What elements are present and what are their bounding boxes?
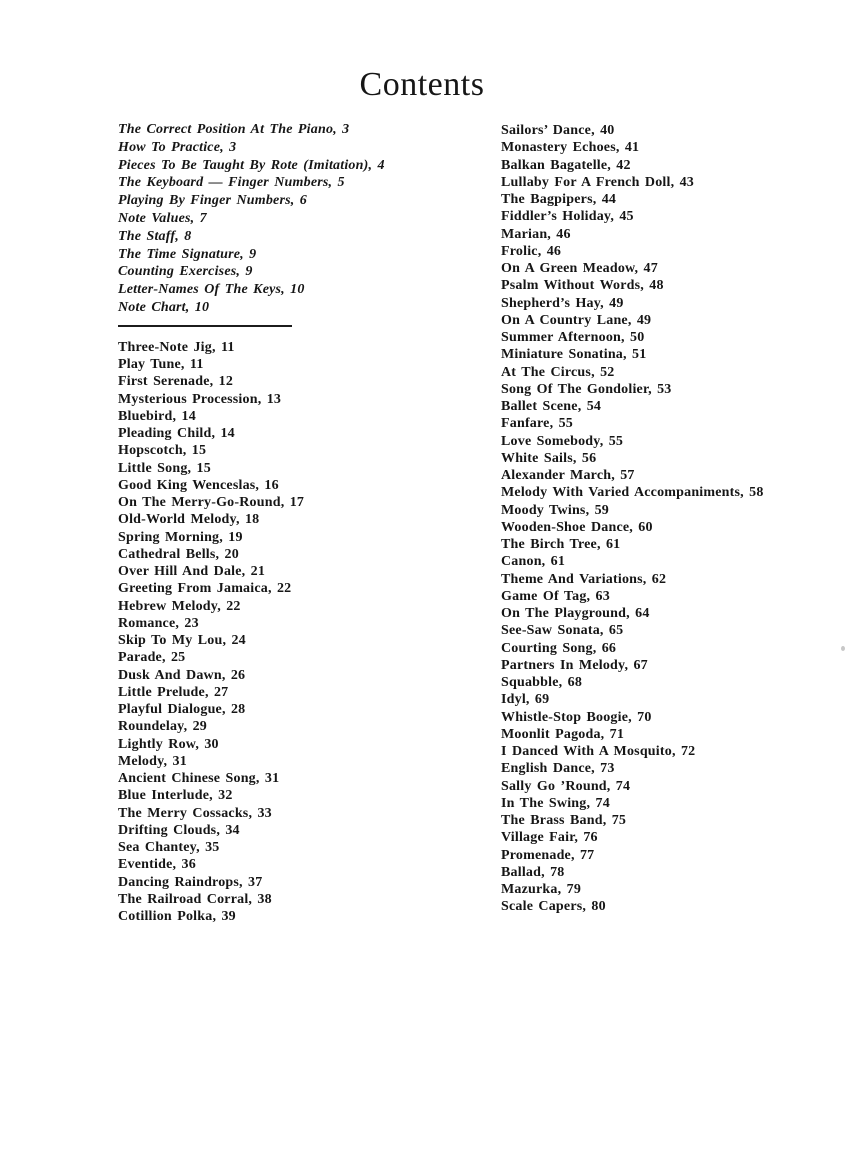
toc-entry: Pleading Child, 14 (118, 426, 235, 442)
toc-entry: Greeting From Jamaica, 22 (118, 581, 292, 597)
toc-entry: Bluebird, 14 (118, 408, 196, 424)
toc-entry: Village Fair, 76 (501, 830, 598, 846)
toc-entry: Spring Morning, 19 (118, 529, 243, 545)
toc-entry: Hopscotch, 15 (118, 443, 207, 459)
toc-entry: Roundelay, 29 (118, 719, 207, 735)
toc-entry: Letter-Names Of The Keys, 10 (118, 282, 305, 298)
toc-entry: Moonlit Pagoda, 71 (501, 726, 625, 742)
toc-entry: Play Tune, 11 (118, 357, 204, 373)
toc-entry: Skip To My Lou, 24 (118, 633, 246, 649)
toc-entry: Cotillion Polka, 39 (118, 909, 236, 925)
toc-entry: The Birch Tree, 61 (501, 537, 621, 552)
toc-entry: Little Prelude, 27 (118, 684, 229, 700)
toc-entry: On A Country Lane, 49 (501, 312, 652, 328)
toc-entry: Blue Interlude, 32 (118, 788, 233, 804)
toc-entry: Miniature Sonatina, 51 (501, 347, 647, 363)
toc-entry: Mysterious Procession, 13 (118, 391, 282, 407)
toc-entry: Shepherd’s Hay, 49 (501, 295, 624, 311)
toc-right-column (501, 122, 846, 916)
scan-speck-artifact (841, 646, 845, 651)
toc-entry: White Sails, 56 (501, 450, 597, 466)
toc-entry: The Railroad Corral, 38 (118, 891, 272, 907)
toc-entry: Mazurka, 79 (501, 882, 582, 897)
toc-entry: Ballet Scene, 54 (501, 399, 602, 414)
toc-entry: Cathedral Bells, 20 (118, 546, 239, 562)
toc-entry: Three-Note Jig, 11 (118, 339, 235, 355)
toc-entry: Drifting Clouds, 34 (118, 822, 240, 838)
toc-entry: Love Somebody, 55 (501, 433, 624, 449)
toc-entry: On The Merry-Go-Round, 17 (118, 495, 305, 511)
toc-left-column (118, 121, 463, 925)
toc-entry: Hebrew Melody, 22 (118, 598, 241, 614)
toc-entry: Lullaby For A French Doll, 43 (501, 174, 694, 190)
toc-entry: Dancing Raindrops, 37 (118, 874, 263, 890)
toc-entry: Idyl, 69 (501, 692, 550, 708)
toc-entry: English Dance, 73 (501, 761, 615, 777)
toc-entry: The Correct Position At The Piano, 3 (118, 122, 350, 137)
toc-entry: Note Values, 7 (118, 210, 207, 226)
toc-entry: Promenade, 77 (501, 847, 595, 863)
toc-entry: Whistle-Stop Boogie, 70 (501, 709, 652, 725)
toc-entry: Lightly Row, 30 (118, 736, 219, 752)
toc-entry: Song Of The Gondolier, 53 (501, 381, 672, 397)
toc-right-list (501, 122, 846, 916)
toc-entry: Dusk And Dawn, 26 (118, 667, 246, 683)
toc-entry: Over Hill And Dale, 21 (118, 564, 266, 580)
toc-entry: Moody Twins, 59 (501, 502, 609, 518)
toc-entry: Eventide, 36 (118, 857, 196, 873)
toc-entry: See-Saw Sonata, 65 (501, 623, 624, 639)
toc-left-list (118, 339, 463, 926)
toc-entry: Little Song, 15 (118, 460, 211, 476)
toc-entry: Courting Song, 66 (501, 640, 617, 656)
toc-entry: The Bagpipers, 44 (501, 192, 617, 207)
toc-entry: Theme And Variations, 62 (501, 571, 667, 587)
toc-entry: Old-World Melody, 18 (118, 512, 260, 528)
toc-entry: The Brass Band, 75 (501, 813, 627, 828)
toc-entry: The Merry Cossacks, 33 (118, 805, 272, 821)
toc-entry: Melody With Varied Accompaniments, 58 (501, 485, 764, 501)
toc-entry: Fiddler’s Holiday, 45 (501, 209, 634, 225)
toc-entry: On A Green Meadow, 47 (501, 261, 658, 276)
toc-entry: Squabble, 68 (501, 675, 583, 690)
toc-entry: Fanfare, 55 (501, 416, 573, 432)
toc-entry: Melody, 31 (118, 753, 187, 769)
toc-entry: First Serenade, 12 (118, 374, 234, 390)
page-title: Contents (359, 66, 485, 103)
toc-entry: Monastery Echoes, 41 (501, 140, 640, 156)
toc-entry: Sea Chantey, 35 (118, 840, 220, 856)
toc-entry: Counting Exercises, 9 (118, 264, 253, 280)
toc-entry: Sally Go ’Round, 74 (501, 778, 631, 794)
toc-entry: The Keyboard — Finger Numbers, 5 (118, 175, 345, 191)
toc-entry: Note Chart, 10 (118, 299, 210, 315)
section-divider (118, 325, 292, 327)
toc-entry: Frolic, 46 (501, 243, 562, 259)
toc-entry: Good King Wenceslas, 16 (118, 477, 279, 493)
toc-entry: How To Practice, 3 (118, 139, 237, 155)
toc-entry: Alexander March, 57 (501, 468, 635, 483)
toc-entry: Ancient Chinese Song, 31 (118, 771, 280, 787)
toc-entry: Romance, 23 (118, 615, 199, 631)
toc-entry: In The Swing, 74 (501, 795, 610, 811)
toc-entry: Scale Capers, 80 (501, 899, 606, 915)
toc-entry: I Danced With A Mosquito, 72 (501, 744, 696, 759)
toc-entry: Playful Dialogue, 28 (118, 702, 246, 718)
toc-entry: Summer Afternoon, 50 (501, 330, 645, 345)
toc-entry: Balkan Bagatelle, 42 (501, 157, 631, 173)
toc-entry: Marian, 46 (501, 226, 571, 242)
toc-entry: The Staff, 8 (118, 228, 192, 244)
toc-entry: Canon, 61 (501, 554, 566, 570)
toc-entry: At The Circus, 52 (501, 364, 615, 380)
toc-entry: Parade, 25 (118, 650, 186, 666)
toc-intro-section (118, 121, 463, 317)
toc-entry: Ballad, 78 (501, 864, 565, 880)
toc-entry: Pieces To Be Taught By Rote (Imitation), 4 (118, 157, 385, 173)
toc-entry: Sailors’ Dance, 40 (501, 123, 615, 138)
toc-entry: Game Of Tag, 63 (501, 588, 610, 604)
toc-entry: The Time Signature, 9 (118, 246, 257, 262)
toc-entry: On The Playground, 64 (501, 606, 650, 621)
toc-entry: Playing By Finger Numbers, 6 (118, 193, 307, 209)
toc-entry: Psalm Without Words, 48 (501, 278, 664, 294)
toc-entry: Wooden-Shoe Dance, 60 (501, 519, 653, 535)
toc-entry: Partners In Melody, 67 (501, 657, 648, 673)
